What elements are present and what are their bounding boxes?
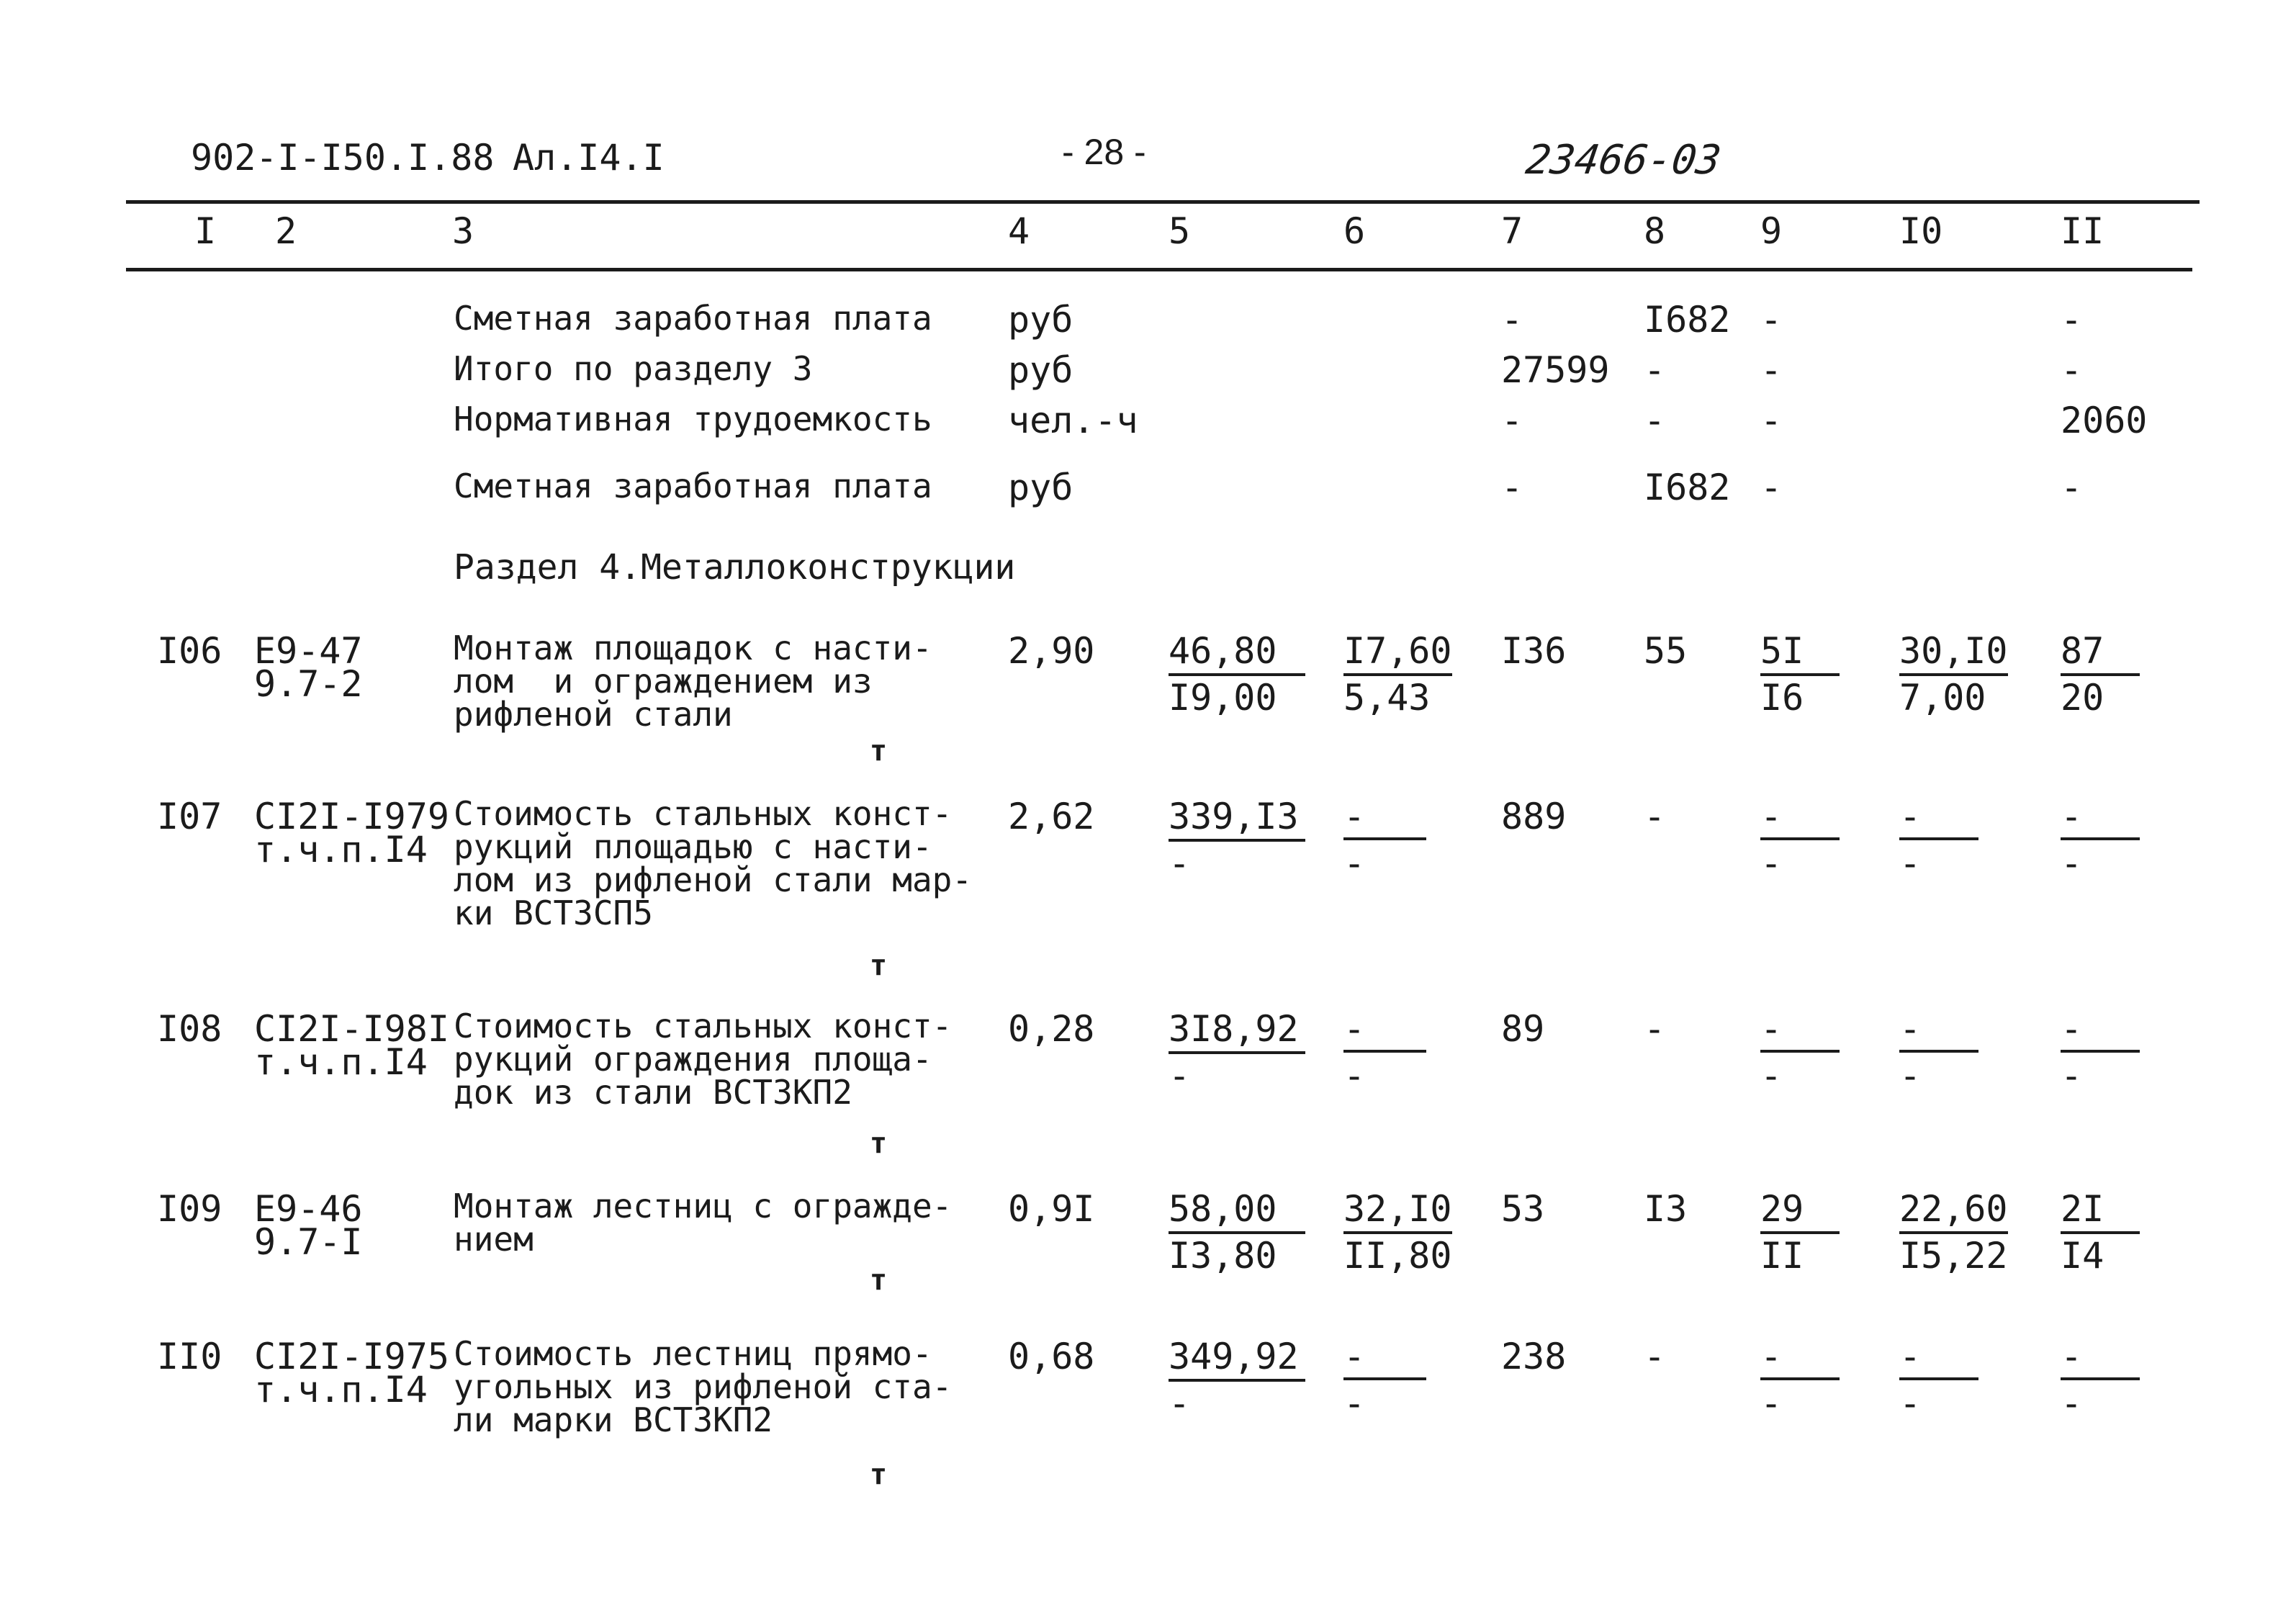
description-line: рукций площадью с насти- (454, 827, 932, 866)
quantity: 2,90 (1008, 630, 1095, 672)
summary-c7: - (1501, 467, 1523, 508)
cost-breakdown-denominator: - (1343, 1382, 1366, 1424)
total-wages: - (1644, 796, 1666, 837)
summary-c7: - (1501, 299, 1523, 341)
total-wages: - (1644, 1336, 1666, 1377)
description-line: док из стали ВСТ3КП2 (454, 1073, 852, 1112)
unit-mark: т (870, 734, 888, 768)
machine-cost-denominator: II (1760, 1235, 1804, 1277)
summary-c9: - (1760, 299, 1783, 341)
norm-code: E9-47 (254, 630, 363, 672)
labor-total-denominator: I4 (2061, 1235, 2104, 1277)
quantity: 2,62 (1008, 796, 1095, 837)
description-line: лом из рифленой стали мар- (454, 860, 973, 899)
inventory-stamp: 23466-03 (1523, 137, 1724, 184)
row-number: I07 (157, 796, 222, 837)
norm-reference: т.ч.п.I4 (254, 829, 428, 871)
labor-unit-denominator: - (1899, 1055, 1922, 1097)
total-wages: 55 (1644, 630, 1688, 672)
quantity: 0,28 (1008, 1008, 1095, 1050)
labor-total-numerator: - (2061, 1336, 2140, 1380)
norm-code: CI2I-I98I (254, 1008, 449, 1050)
column-number-quantity: 4 (1008, 210, 1030, 252)
unit-cost-denominator: - (1169, 1382, 1191, 1424)
unit-cost-numerator: 3I8,92 (1169, 1008, 1305, 1054)
labor-unit-denominator: 7,00 (1899, 677, 1986, 719)
row-number: II0 (157, 1336, 222, 1377)
unit-cost-denominator: I9,00 (1169, 677, 1277, 719)
summary-c11: - (2061, 299, 2083, 341)
labor-total-denominator: - (2061, 1055, 2083, 1097)
machine-cost-numerator: 29 (1760, 1188, 1840, 1234)
unit-cost-numerator: 58,00 (1169, 1188, 1305, 1234)
summary-c8: - (1644, 400, 1666, 441)
cost-breakdown-numerator: 32,I0 (1343, 1188, 1452, 1234)
description-line: ки ВСТ3СП5 (454, 894, 653, 932)
description-line: рифленой стали (454, 695, 733, 734)
summary-unit: чел.-ч (1008, 400, 1138, 441)
machine-cost-denominator: - (1760, 1382, 1783, 1424)
summary-c11: - (2061, 467, 2083, 508)
labor-unit-denominator: - (1899, 842, 1922, 884)
quantity: 0,9I (1008, 1188, 1095, 1230)
total-cost: 89 (1501, 1008, 1545, 1050)
description-line: ли марки ВСТ3КП2 (454, 1400, 773, 1439)
unit-cost-denominator: - (1169, 842, 1191, 884)
summary-unit: руб (1008, 299, 1073, 341)
description-line: рукций ограждения площа- (454, 1040, 932, 1079)
summary-label: Итого по разделу 3 (454, 349, 813, 388)
labor-total-numerator: 87 (2061, 630, 2140, 676)
column-number-cost-breakdown: 6 (1343, 210, 1366, 252)
description-line: Стоимость лестниц прямо- (454, 1334, 932, 1373)
unit-mark: т (870, 1264, 888, 1297)
labor-total-denominator: - (2061, 842, 2083, 884)
unit-mark: т (870, 949, 888, 982)
summary-c11: 2060 (2061, 400, 2148, 441)
labor-unit-numerator: 30,I0 (1899, 630, 2008, 676)
description-line: угольных из рифленой ста- (454, 1367, 953, 1406)
labor-total-numerator: - (2061, 1008, 2140, 1053)
machine-cost-numerator: - (1760, 1008, 1840, 1053)
summary-c9: - (1760, 467, 1783, 508)
summary-c11: - (2061, 349, 2083, 391)
summary-c8: - (1644, 349, 1666, 391)
cost-breakdown-denominator: II,80 (1343, 1235, 1452, 1277)
unit-cost-denominator: I3,80 (1169, 1235, 1277, 1277)
cost-breakdown-denominator: - (1343, 1055, 1366, 1097)
column-number-labor-total: II (2061, 210, 2104, 252)
page-number: - 28 - (1062, 132, 1146, 172)
labor-unit-numerator: - (1899, 1008, 1978, 1053)
column-number-description: 3 (452, 210, 474, 252)
summary-c9: - (1760, 349, 1783, 391)
norm-reference: 9.7-2 (254, 663, 363, 705)
total-cost: 889 (1501, 796, 1567, 837)
labor-unit-numerator: 22,60 (1899, 1188, 2008, 1234)
summary-c8: I682 (1644, 467, 1731, 508)
cost-breakdown-denominator: - (1343, 842, 1366, 884)
total-cost: 53 (1501, 1188, 1545, 1230)
cost-breakdown-numerator: I7,60 (1343, 630, 1452, 676)
column-number-labor-unit: I0 (1899, 210, 1943, 252)
column-number-code: 2 (275, 210, 297, 252)
unit-mark: т (870, 1458, 888, 1491)
description-line: Монтаж площадок с насти- (454, 629, 932, 667)
machine-cost-numerator: 5I (1760, 630, 1840, 676)
cost-breakdown-numerator: - (1343, 1336, 1426, 1380)
labor-unit-denominator: - (1899, 1382, 1922, 1424)
total-wages: - (1644, 1008, 1666, 1050)
unit-cost-numerator: 46,80 (1169, 630, 1305, 676)
norm-code: CI2I-I975 (254, 1336, 449, 1377)
summary-label: Сметная заработная плата (454, 299, 932, 338)
total-wages: I3 (1644, 1188, 1688, 1230)
machine-cost-denominator: I6 (1760, 677, 1804, 719)
description-line: Монтаж лестниц с огражде- (454, 1187, 953, 1225)
summary-unit: руб (1008, 467, 1073, 508)
cost-breakdown-numerator: - (1343, 796, 1426, 840)
summary-c7: - (1501, 400, 1523, 441)
unit-cost-numerator: 339,I3 (1169, 796, 1305, 842)
cost-breakdown-denominator: 5,43 (1343, 677, 1431, 719)
row-number: I09 (157, 1188, 222, 1230)
total-cost: I36 (1501, 630, 1567, 672)
unit-cost-numerator: 349,92 (1169, 1336, 1305, 1382)
table-top-rule (126, 200, 2200, 204)
norm-reference: т.ч.п.I4 (254, 1041, 428, 1083)
total-cost: 238 (1501, 1336, 1567, 1377)
summary-label: Нормативная трудоемкость (454, 400, 932, 438)
summary-c9: - (1760, 400, 1783, 441)
column-number-machine-cost: 9 (1760, 210, 1783, 252)
summary-c8: I682 (1644, 299, 1731, 341)
labor-total-denominator: 20 (2061, 677, 2104, 719)
unit-mark: т (870, 1127, 888, 1160)
column-number-position: I (194, 210, 217, 252)
labor-total-numerator: 2I (2061, 1188, 2140, 1234)
norm-code: CI2I-I979 (254, 796, 449, 837)
row-number: I08 (157, 1008, 222, 1050)
machine-cost-numerator: - (1760, 796, 1840, 840)
unit-cost-denominator: - (1169, 1055, 1191, 1097)
norm-reference: 9.7-I (254, 1221, 363, 1263)
norm-reference: т.ч.п.I4 (254, 1369, 428, 1411)
description-line: нием (454, 1220, 534, 1259)
description-line: Стоимость стальных конст- (454, 1007, 953, 1045)
labor-unit-numerator: - (1899, 1336, 1978, 1380)
labor-unit-numerator: - (1899, 796, 1978, 840)
quantity: 0,68 (1008, 1336, 1095, 1377)
summary-unit: руб (1008, 349, 1073, 391)
column-number-total-wages: 8 (1644, 210, 1666, 252)
column-number-unit-cost: 5 (1169, 210, 1191, 252)
labor-unit-denominator: I5,22 (1899, 1235, 2008, 1277)
labor-total-numerator: - (2061, 796, 2140, 840)
table-header-rule (126, 268, 2192, 271)
document-code: 902-I-I50.I.88 (191, 137, 495, 179)
summary-c7: 27599 (1501, 349, 1610, 391)
norm-code: E9-46 (254, 1188, 363, 1230)
description-line: Стоимость стальных конст- (454, 794, 953, 833)
cost-breakdown-numerator: - (1343, 1008, 1426, 1053)
summary-label: Сметная заработная плата (454, 467, 932, 505)
description-line: лом и ограждением из (454, 662, 873, 701)
row-number: I06 (157, 630, 222, 672)
section-title: Раздел 4.Металлоконструкции (454, 547, 1016, 588)
column-number-total-cost: 7 (1501, 210, 1523, 252)
labor-total-denominator: - (2061, 1382, 2083, 1424)
album-number: Ал.I4.I (513, 137, 665, 179)
machine-cost-denominator: - (1760, 842, 1783, 884)
machine-cost-numerator: - (1760, 1336, 1840, 1380)
machine-cost-denominator: - (1760, 1055, 1783, 1097)
